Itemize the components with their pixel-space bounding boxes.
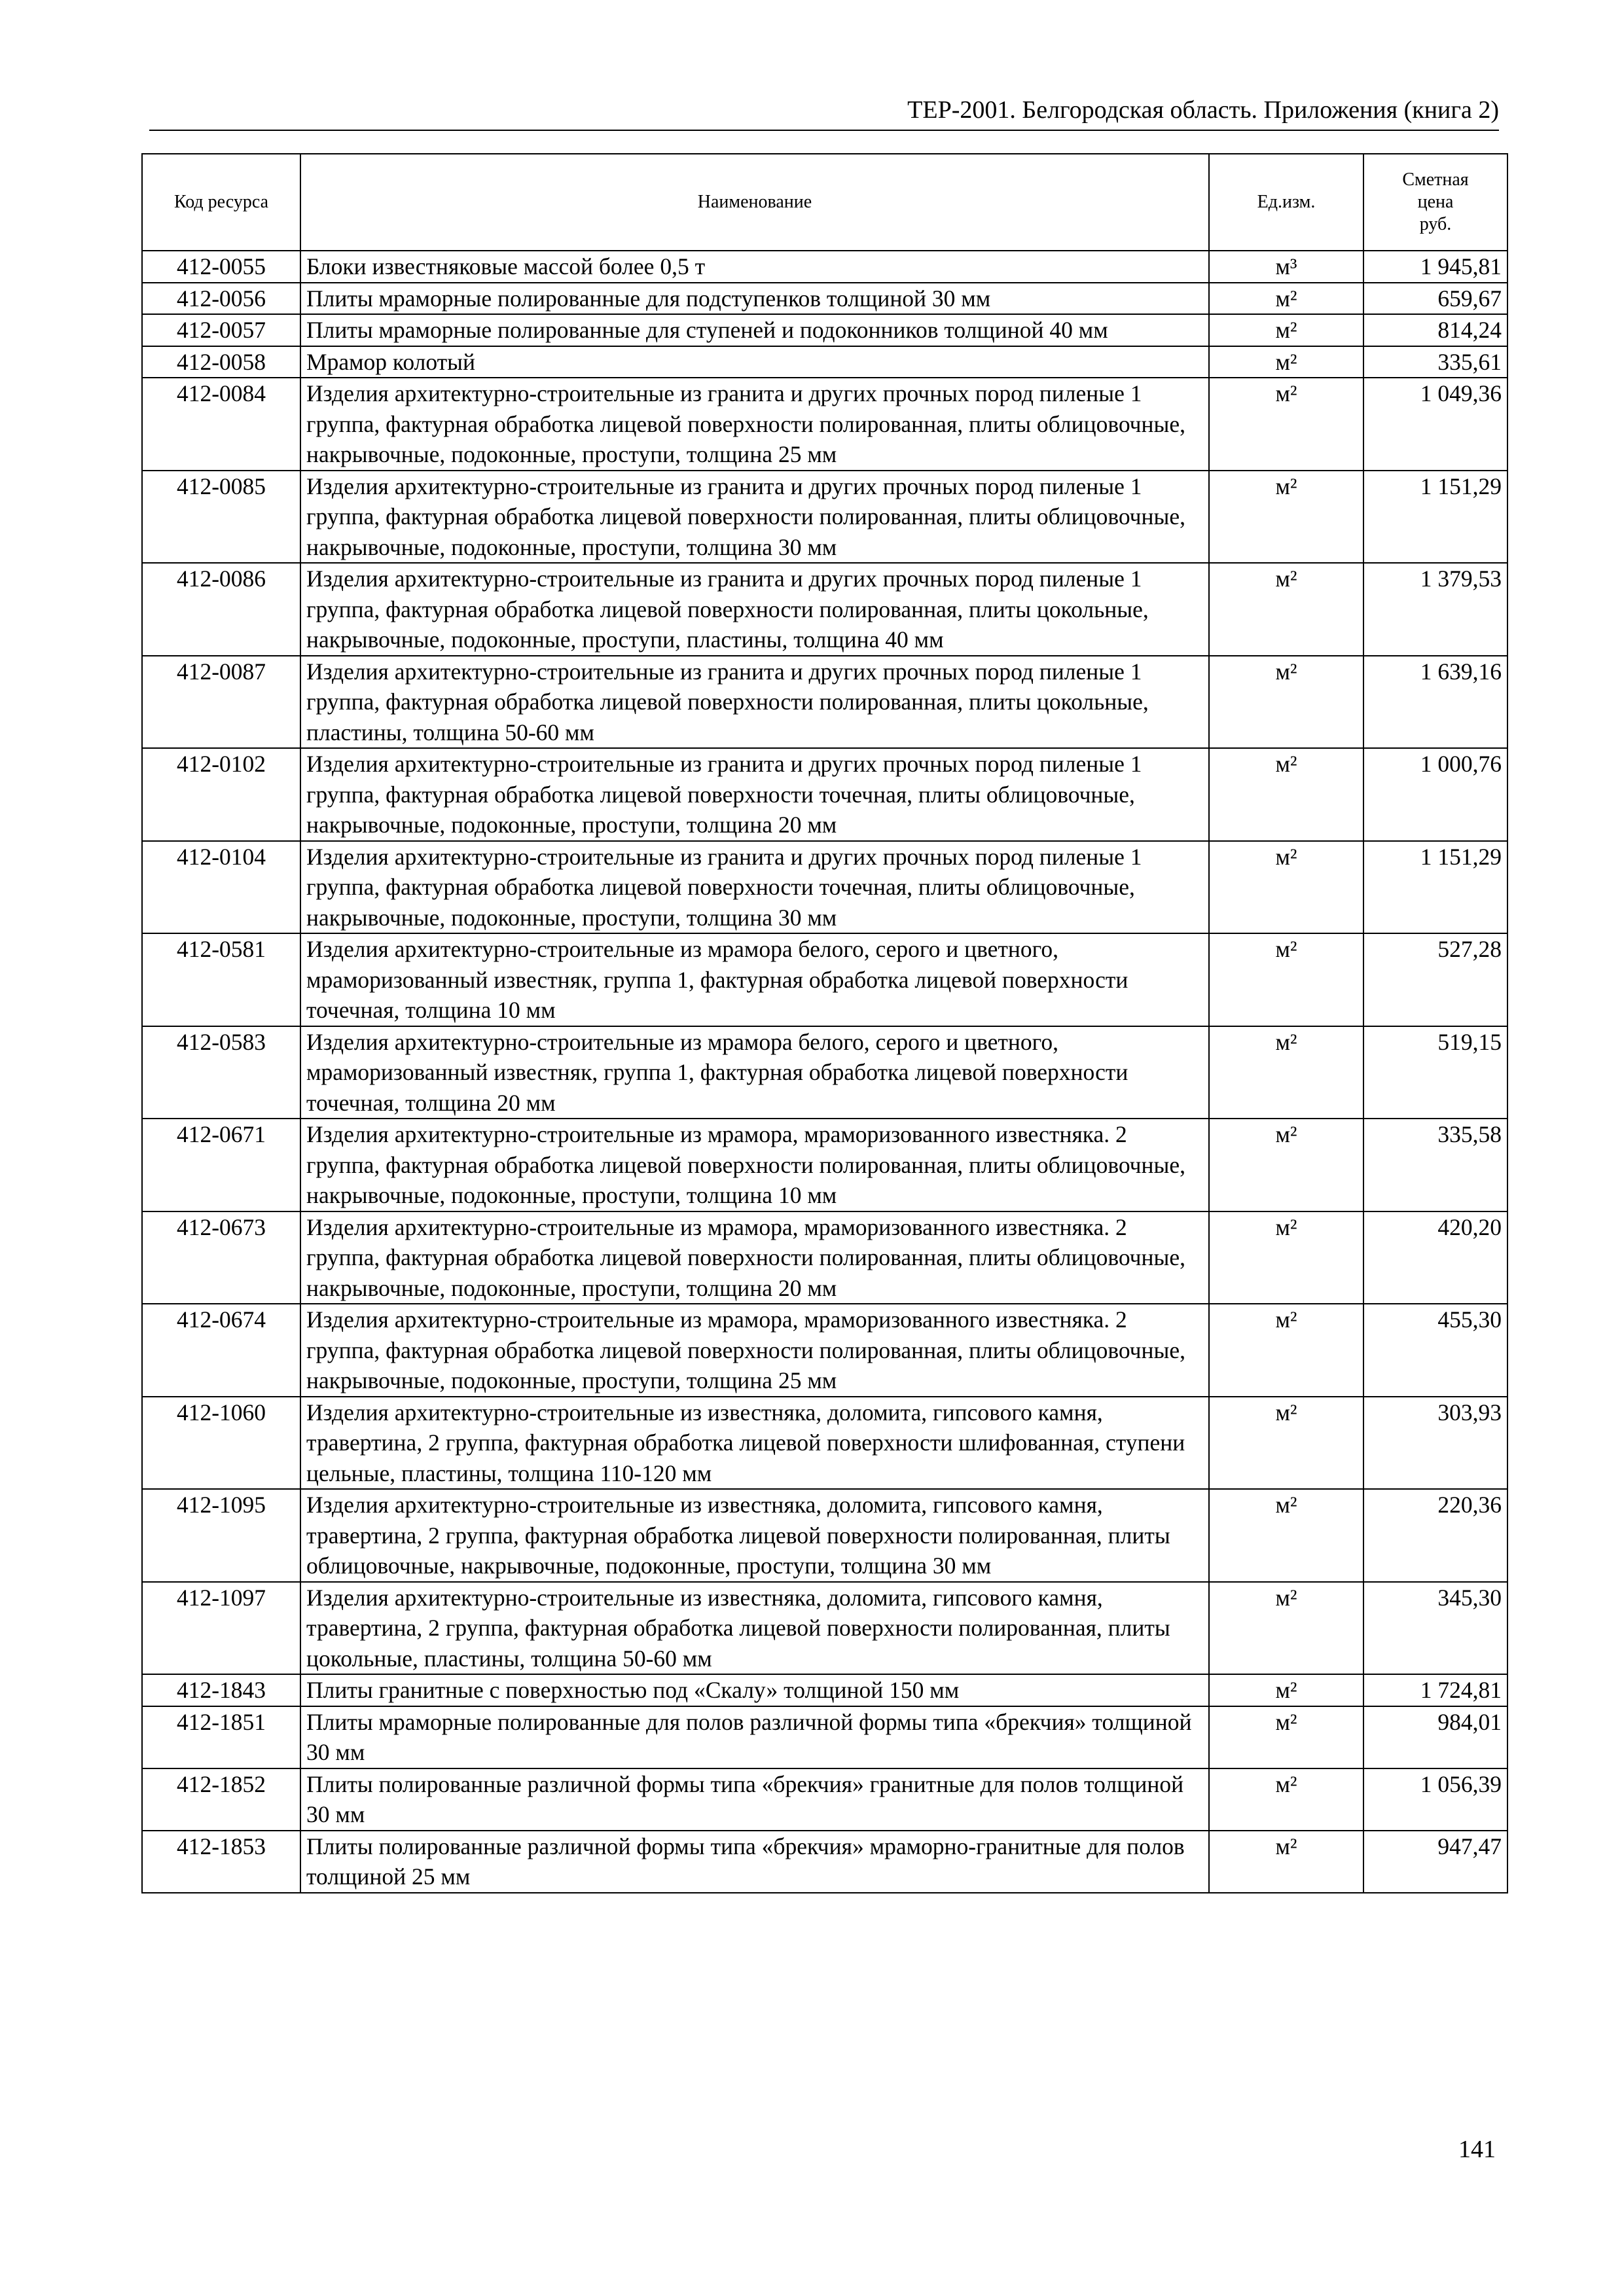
cell-code: 412-0102: [142, 748, 300, 841]
cell-price: 1 000,76: [1363, 748, 1507, 841]
cell-unit: м²: [1209, 1211, 1363, 1304]
cell-unit: м²: [1209, 1026, 1363, 1119]
table-row: [142, 1706, 1507, 1768]
cell-code: 412-1843: [142, 1674, 300, 1706]
cell-price: 1 639,16: [1363, 656, 1507, 749]
table-row: [142, 346, 1507, 378]
table-row: [142, 933, 1507, 1026]
cell-price: 519,15: [1363, 1026, 1507, 1119]
cell-name: Изделия архитектурно-строительные из гранита и других прочных пород пиленые 1 группа, фактурная обработка лицевой поверхности точечная, плиты облицовочные, накрывочные, подоконные, проступи, толщина 30 мм: [300, 841, 1209, 934]
table-body: [142, 251, 1507, 1893]
table-row: [142, 1397, 1507, 1490]
table-row: [142, 283, 1507, 315]
cell-price: 527,28: [1363, 933, 1507, 1026]
table-row: [142, 841, 1507, 934]
cell-name: Изделия архитектурно-строительные из гранита и других прочных пород пиленые 1 группа, фактурная обработка лицевой поверхности полированная, плиты цокольные, пластины, толщина 50-60 мм: [300, 656, 1209, 749]
cell-price: 1 056,39: [1363, 1768, 1507, 1831]
cell-price: 1 379,53: [1363, 563, 1507, 656]
cell-code: 412-0057: [142, 314, 300, 346]
table-row: [142, 1026, 1507, 1119]
cell-code: 412-0581: [142, 933, 300, 1026]
table-row: [142, 1831, 1507, 1893]
cell-name: Изделия архитектурно-строительные из мрамора, мраморизованного известняка. 2 группа, фактурная обработка лицевой поверхности полированная, плиты облицовочные, накрывочные, подоконные, проступи, толщина 10 мм: [300, 1119, 1209, 1211]
table-row: [142, 1582, 1507, 1675]
cell-code: 412-0084: [142, 378, 300, 471]
cell-price: 1 945,81: [1363, 251, 1507, 283]
cell-price: 345,30: [1363, 1582, 1507, 1675]
cell-code: 412-0583: [142, 1026, 300, 1119]
cell-unit: м³: [1209, 251, 1363, 283]
price-header-line: цена: [1417, 192, 1454, 212]
cell-price: 303,93: [1363, 1397, 1507, 1490]
cell-unit: м²: [1209, 378, 1363, 471]
cell-unit: м²: [1209, 1489, 1363, 1582]
resource-price-table: [141, 153, 1508, 1893]
cell-price: 659,67: [1363, 283, 1507, 315]
table-header-row: [142, 154, 1507, 251]
cell-unit: м²: [1209, 1706, 1363, 1768]
cell-price: 455,30: [1363, 1304, 1507, 1397]
cell-name: Изделия архитектурно-строительные из мрамора белого, серого и цветного, мраморизованный известняк, группа 1, фактурная обработка лицевой поверхности точечная, толщина 10 мм: [300, 933, 1209, 1026]
table-row: [142, 1489, 1507, 1582]
cell-code: 412-1095: [142, 1489, 300, 1582]
cell-name: Плиты мраморные полированные для подступенков толщиной 30 мм: [300, 283, 1209, 315]
cell-code: 412-0058: [142, 346, 300, 378]
table-row: [142, 251, 1507, 283]
cell-price: 420,20: [1363, 1211, 1507, 1304]
cell-unit: м²: [1209, 471, 1363, 564]
cell-name: Изделия архитектурно-строительные из гранита и других прочных пород пиленые 1 группа, фактурная обработка лицевой поверхности полированная, плиты облицовочные, накрывочные, подоконные, проступи, толщина 30 мм: [300, 471, 1209, 564]
cell-price: 984,01: [1363, 1706, 1507, 1768]
cell-name: Изделия архитектурно-строительные из гранита и других прочных пород пиленые 1 группа, фактурная обработка лицевой поверхности полированная, плиты облицовочные, накрывочные, подоконные, проступи, толщина 25 мм: [300, 378, 1209, 471]
cell-price: 947,47: [1363, 1831, 1507, 1893]
cell-unit: м²: [1209, 1582, 1363, 1675]
cell-unit: м²: [1209, 563, 1363, 656]
cell-name: Плиты гранитные с поверхностью под «Скалу» толщиной 150 мм: [300, 1674, 1209, 1706]
table-row: [142, 1674, 1507, 1706]
cell-price: 1 724,81: [1363, 1674, 1507, 1706]
cell-unit: м²: [1209, 1119, 1363, 1211]
cell-unit: м²: [1209, 346, 1363, 378]
cell-code: 412-0056: [142, 283, 300, 315]
table-row: [142, 378, 1507, 471]
cell-unit: м²: [1209, 1397, 1363, 1490]
cell-unit: м²: [1209, 933, 1363, 1026]
cell-name: Плиты полированные различной формы типа «брекчия» гранитные для полов толщиной 30 мм: [300, 1768, 1209, 1831]
cell-name: Блоки известняковые массой более 0,5 т: [300, 251, 1209, 283]
cell-price: 335,61: [1363, 346, 1507, 378]
cell-name: Изделия архитектурно-строительные из известняка, доломита, гипсового камня, травертина, 2 группа, фактурная обработка лицевой поверхности полированная, плиты цокольные, пластины, толщина 50-60 мм: [300, 1582, 1209, 1675]
cell-name: Плиты мраморные полированные для ступеней и подоконников толщиной 40 мм: [300, 314, 1209, 346]
column-header-price: [1363, 154, 1507, 251]
table-row: [142, 1768, 1507, 1831]
cell-price: 1 049,36: [1363, 378, 1507, 471]
cell-price: 814,24: [1363, 314, 1507, 346]
cell-code: 412-0087: [142, 656, 300, 749]
cell-name: Изделия архитектурно-строительные из гранита и других прочных пород пиленые 1 группа, фактурная обработка лицевой поверхности полированная, плиты цокольные, накрывочные, подоконные, проступи, пластины, толщина 40 мм: [300, 563, 1209, 656]
cell-code: 412-1851: [142, 1706, 300, 1768]
page-header: [149, 92, 1499, 131]
cell-name: Мрамор колотый: [300, 346, 1209, 378]
cell-code: 412-0104: [142, 841, 300, 934]
cell-price: 220,36: [1363, 1489, 1507, 1582]
cell-code: 412-0671: [142, 1119, 300, 1211]
cell-code: 412-0674: [142, 1304, 300, 1397]
cell-code: 412-1852: [142, 1768, 300, 1831]
cell-unit: м²: [1209, 841, 1363, 934]
cell-code: 412-0085: [142, 471, 300, 564]
price-header-line: Сметная: [1402, 170, 1469, 190]
page-number: 141: [1458, 2136, 1496, 2163]
cell-name: Изделия архитектурно-строительные из мрамора белого, серого и цветного, мраморизованный известняк, группа 1, фактурная обработка лицевой поверхности точечная, толщина 20 мм: [300, 1026, 1209, 1119]
cell-name: Плиты полированные различной формы типа «брекчия» мраморно-гранитные для полов толщиной 25 мм: [300, 1831, 1209, 1893]
cell-name: Изделия архитектурно-строительные из мрамора, мраморизованного известняка. 2 группа, фактурная обработка лицевой поверхности полированная, плиты облицовочные, накрывочные, подоконные, проступи, толщина 25 мм: [300, 1304, 1209, 1397]
cell-unit: м²: [1209, 656, 1363, 749]
cell-code: 412-0086: [142, 563, 300, 656]
column-header-unit: Ед.изм.: [1209, 154, 1363, 251]
table-row: [142, 1304, 1507, 1397]
table-row: [142, 563, 1507, 656]
cell-unit: м²: [1209, 314, 1363, 346]
table-row: [142, 656, 1507, 749]
cell-name: Плиты мраморные полированные для полов различной формы типа «брекчия» толщиной 30 мм: [300, 1706, 1209, 1768]
cell-price: 335,58: [1363, 1119, 1507, 1211]
cell-price: 1 151,29: [1363, 841, 1507, 934]
table-row: [142, 1119, 1507, 1211]
cell-code: 412-0055: [142, 251, 300, 283]
column-header-name: Наименование: [300, 154, 1209, 251]
cell-price: 1 151,29: [1363, 471, 1507, 564]
cell-name: Изделия архитектурно-строительные из мрамора, мраморизованного известняка. 2 группа, фактурная обработка лицевой поверхности полированная, плиты облицовочные, накрывочные, подоконные, проступи, толщина 20 мм: [300, 1211, 1209, 1304]
cell-name: Изделия архитектурно-строительные из известняка, доломита, гипсового камня, травертина, 2 группа, фактурная обработка лицевой поверхности полированная, плиты облицовочные, накрывочные, подоконные, проступи, толщина 30 мм: [300, 1489, 1209, 1582]
column-header-code: Код ресурса: [142, 154, 300, 251]
cell-name: Изделия архитектурно-строительные из известняка, доломита, гипсового камня, травертина, 2 группа, фактурная обработка лицевой поверхности шлифованная, ступени цельные, пластины, толщина 110-120 мм: [300, 1397, 1209, 1490]
cell-unit: м²: [1209, 1674, 1363, 1706]
cell-code: 412-1097: [142, 1582, 300, 1675]
cell-unit: м²: [1209, 1768, 1363, 1831]
cell-code: 412-0673: [142, 1211, 300, 1304]
cell-name: Изделия архитектурно-строительные из гранита и других прочных пород пиленые 1 группа, фактурная обработка лицевой поверхности точечная, плиты облицовочные, накрывочные, подоконные, проступи, толщина 20 мм: [300, 748, 1209, 841]
table-row: [142, 471, 1507, 564]
table-row: [142, 748, 1507, 841]
table-row: [142, 314, 1507, 346]
cell-code: 412-1060: [142, 1397, 300, 1490]
cell-unit: м²: [1209, 283, 1363, 315]
cell-unit: м²: [1209, 1831, 1363, 1893]
price-header-line: руб.: [1419, 214, 1452, 234]
document-title: ТЕР-2001. Белгородская область. Приложения (книга 2): [907, 96, 1499, 124]
table-row: [142, 1211, 1507, 1304]
cell-code: 412-1853: [142, 1831, 300, 1893]
cell-unit: м²: [1209, 1304, 1363, 1397]
cell-unit: м²: [1209, 748, 1363, 841]
